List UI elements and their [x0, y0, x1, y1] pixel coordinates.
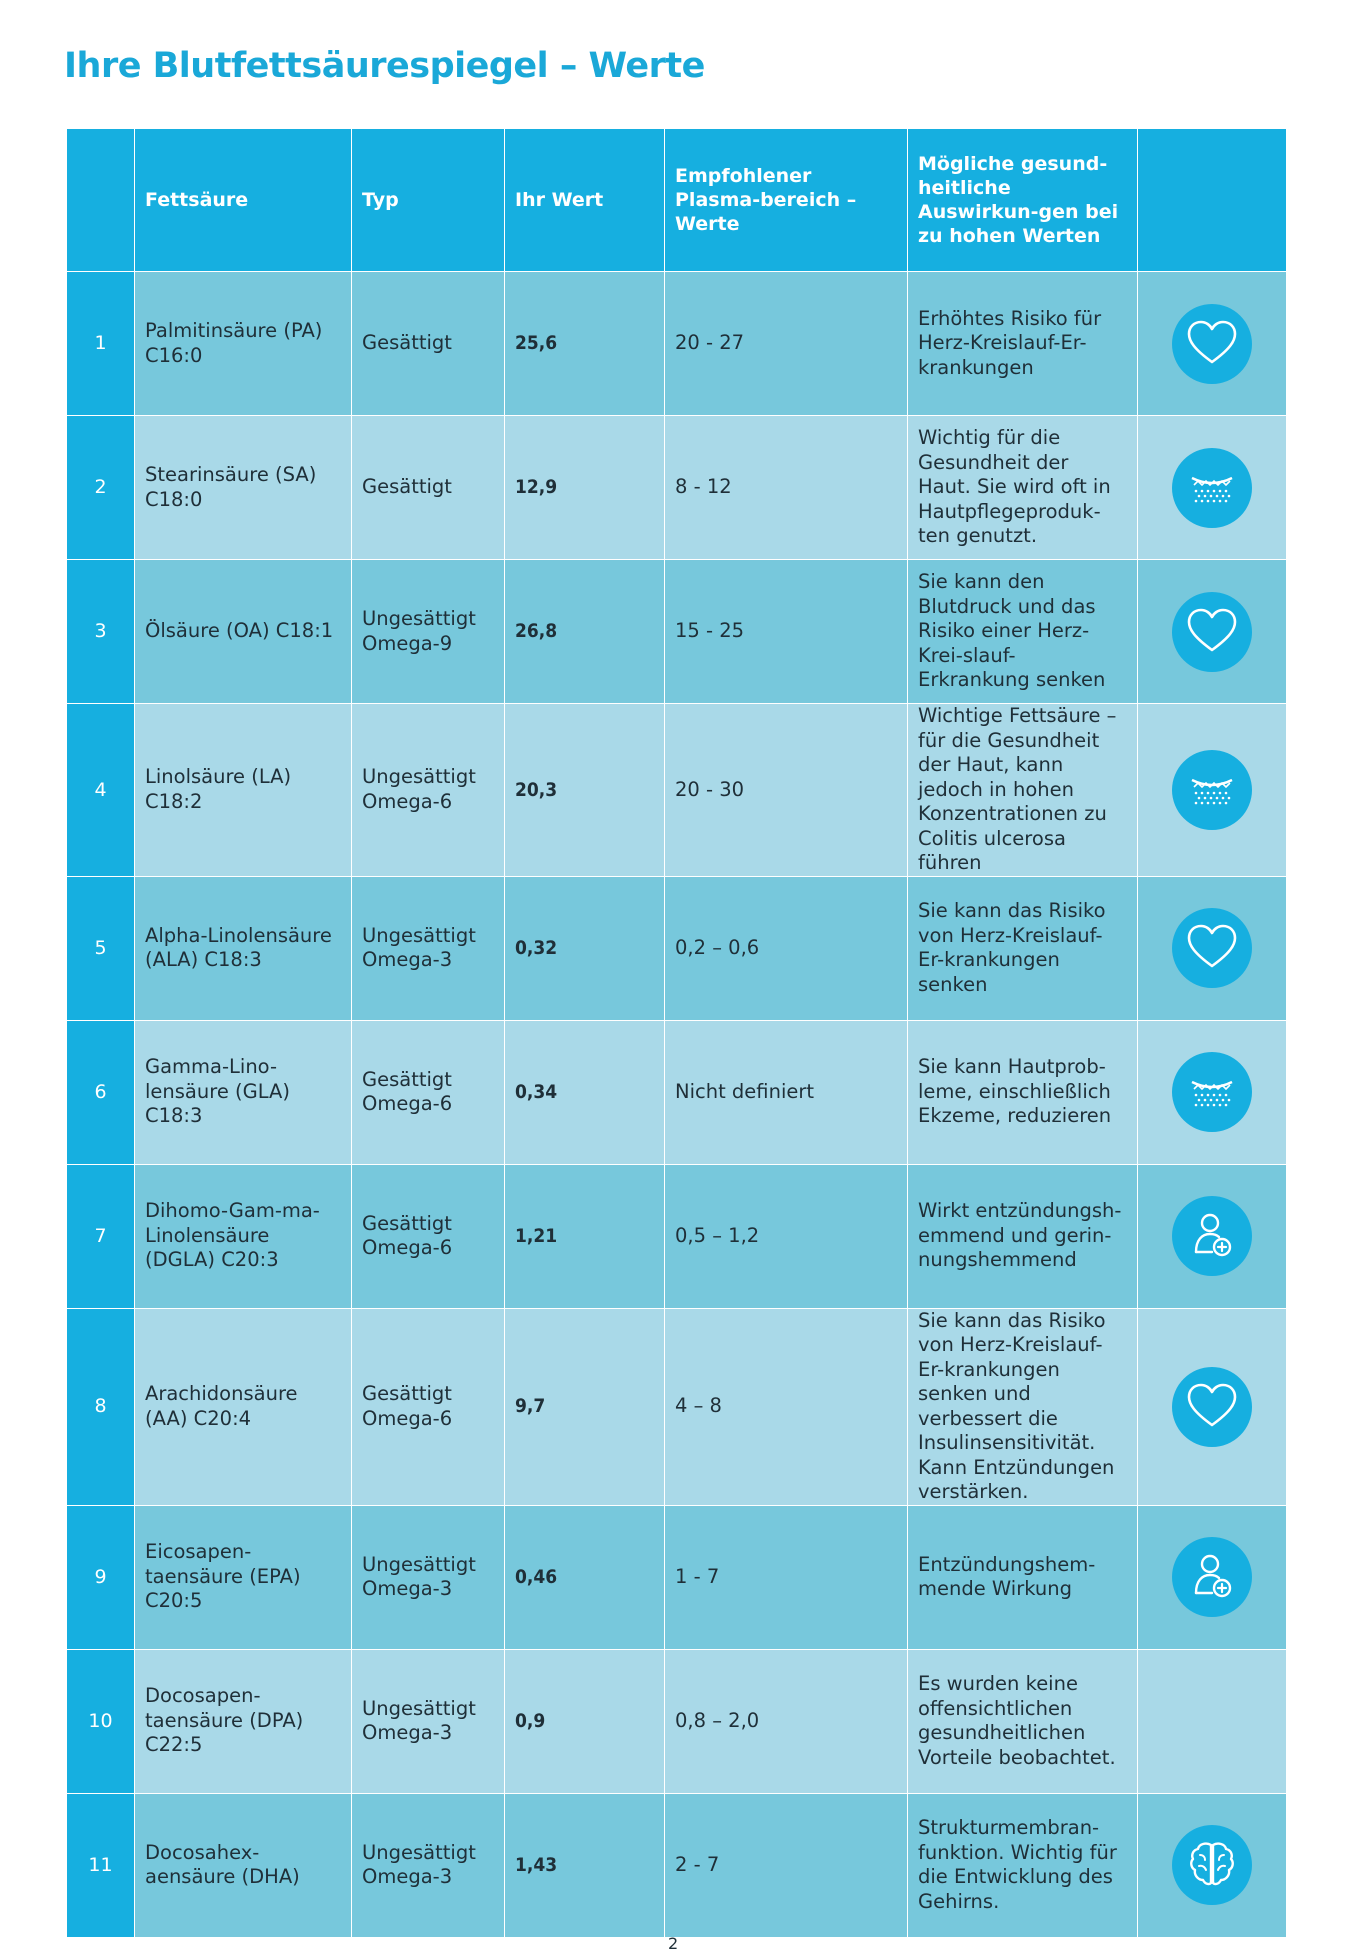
heart-icon — [1172, 1367, 1252, 1447]
row-number: 5 — [67, 876, 135, 1020]
header-icon — [1138, 129, 1287, 272]
measured-value: 9,7 — [505, 1308, 665, 1505]
heart-icon — [1172, 592, 1252, 672]
fatty-acid-type: Ungesättigt Omega-6 — [352, 704, 505, 877]
measured-value: 20,3 — [505, 704, 665, 877]
row-number: 2 — [67, 416, 135, 560]
row-number: 4 — [67, 704, 135, 877]
measured-value: 0,9 — [505, 1649, 665, 1793]
fatty-acid-name: Arachidonsäure (AA) C20:4 — [135, 1308, 352, 1505]
table-row — [67, 1020, 1287, 1164]
health-effect: Sie kann das Risiko von Herz-Kreislauf-Er-krankungen senken — [908, 876, 1138, 1020]
fatty-acid-type: Ungesättigt Omega-3 — [352, 1793, 505, 1937]
fatty-acid-type: Ungesättigt Omega-9 — [352, 560, 505, 704]
recommended-range: 20 - 30 — [665, 704, 908, 877]
row-number: 11 — [67, 1793, 135, 1937]
person-plus-icon — [1172, 1537, 1252, 1617]
fatty-acid-name: Palmitinsäure (PA) C16:0 — [135, 272, 352, 416]
fatty-acid-type: Gesättigt — [352, 272, 505, 416]
icon-cell — [1138, 272, 1287, 416]
table-row — [67, 876, 1287, 1020]
row-number: 9 — [67, 1505, 135, 1649]
fatty-acid-name: Ölsäure (OA) C18:1 — [135, 560, 352, 704]
row-number: 6 — [67, 1020, 135, 1164]
recommended-range: 2 - 7 — [665, 1793, 908, 1937]
icon-cell — [1138, 1505, 1287, 1649]
fatty-acid-name: Docosahex-aensäure (DHA) — [135, 1793, 352, 1937]
row-number: 8 — [67, 1308, 135, 1505]
table-row — [67, 1793, 1287, 1937]
fatty-acid-name: Gamma-Lino-lensäure (GLA) C18:3 — [135, 1020, 352, 1164]
fatty-acid-name: Docosapen-taensäure (DPA) C22:5 — [135, 1649, 352, 1793]
icon-cell — [1138, 416, 1287, 560]
table-row — [67, 560, 1287, 704]
measured-value: 0,34 — [505, 1020, 665, 1164]
recommended-range: 0,8 – 2,0 — [665, 1649, 908, 1793]
table-row — [67, 704, 1287, 877]
icon-cell — [1138, 876, 1287, 1020]
fatty-acid-type: Gesättigt Omega-6 — [352, 1164, 505, 1308]
health-effect: Strukturmembran-funktion. Wichtig für die Entwicklung des Gehirns. — [908, 1793, 1138, 1937]
health-effect: Wirkt entzündungsh-emmend und gerin-nungshemmend — [908, 1164, 1138, 1308]
fatty-acid-name: Alpha-Linolensäure (ALA) C18:3 — [135, 876, 352, 1020]
skin-icon — [1172, 1052, 1252, 1132]
row-number: 7 — [67, 1164, 135, 1308]
measured-value: 26,8 — [505, 560, 665, 704]
recommended-range: 20 - 27 — [665, 272, 908, 416]
health-effect: Sie kann den Blutdruck und das Risiko einer Herz-Krei-slauf-Erkrankung senken — [908, 560, 1138, 704]
brain-icon — [1172, 1825, 1252, 1905]
fatty-acid-name: Linolsäure (LA) C18:2 — [135, 704, 352, 877]
recommended-range: Nicht definiert — [665, 1020, 908, 1164]
recommended-range: 8 - 12 — [665, 416, 908, 560]
icon-cell — [1138, 560, 1287, 704]
health-effect: Wichtige Fettsäure – für die Gesundheit der Haut, kann jedoch in hohen Konzentrationen zu Colitis ulcerosa führen — [908, 704, 1138, 877]
header-number — [67, 129, 135, 272]
health-effect: Sie kann Hautprob-leme, einschließlich Ekzeme, reduzieren — [908, 1020, 1138, 1164]
measured-value: 0,46 — [505, 1505, 665, 1649]
recommended-range: 15 - 25 — [665, 560, 908, 704]
fatty-acid-type: Gesättigt Omega-6 — [352, 1020, 505, 1164]
icon-cell — [1138, 1020, 1287, 1164]
heart-icon — [1172, 908, 1252, 988]
fatty-acid-type: Gesättigt — [352, 416, 505, 560]
table-row — [67, 1308, 1287, 1505]
header-recommended-range: Empfohlener Plasma-bereich – Werte — [665, 129, 908, 272]
health-effect: Sie kann das Risiko von Herz-Kreislauf-Er-krankungen senken und verbessert die Insulinsensitivität. Kann Entzündungen verstärken. — [908, 1308, 1138, 1505]
icon-cell — [1138, 704, 1287, 877]
measured-value: 25,6 — [505, 272, 665, 416]
table-row — [67, 1649, 1287, 1793]
skin-icon — [1172, 750, 1252, 830]
fatty-acid-name: Stearinsäure (SA) C18:0 — [135, 416, 352, 560]
person-plus-icon — [1172, 1196, 1252, 1276]
measured-value: 1,21 — [505, 1164, 665, 1308]
header-your-value: Ihr Wert — [505, 129, 665, 272]
fatty-acid-type: Ungesättigt Omega-3 — [352, 1649, 505, 1793]
header-row — [67, 129, 1287, 272]
heart-icon — [1172, 304, 1252, 384]
icon-cell — [1138, 1164, 1287, 1308]
health-effect: Es wurden keine offensichtlichen gesundheitlichen Vorteile beobachtet. — [908, 1649, 1138, 1793]
fatty-acid-type: Gesättigt Omega-6 — [352, 1308, 505, 1505]
recommended-range: 0,5 – 1,2 — [665, 1164, 908, 1308]
health-effect: Wichtig für die Gesundheit der Haut. Sie wird oft in Hautpflegeproduk-ten genutzt. — [908, 416, 1138, 560]
header-fatty-acid: Fettsäure — [135, 129, 352, 272]
fatty-acid-type: Ungesättigt Omega-3 — [352, 1505, 505, 1649]
measured-value: 12,9 — [505, 416, 665, 560]
fatty-acid-name: Eicosapen-taensäure (EPA) C20:5 — [135, 1505, 352, 1649]
health-effect: Entzündungshem-mende Wirkung — [908, 1505, 1138, 1649]
row-number: 10 — [67, 1649, 135, 1793]
table-row — [67, 272, 1287, 416]
table-row — [67, 1164, 1287, 1308]
row-number: 1 — [67, 272, 135, 416]
table-row — [67, 1505, 1287, 1649]
measured-value: 1,43 — [505, 1793, 665, 1937]
header-health-effects: Mögliche gesund-heitliche Auswirkun-gen bei zu hohen Werten — [908, 129, 1138, 272]
fatty-acid-type: Ungesättigt Omega-3 — [352, 876, 505, 1020]
page-title: Ihre Blutfettsäurespiegel – Werte — [64, 46, 705, 86]
fatty-acid-table — [66, 128, 1287, 1938]
health-effect: Erhöhtes Risiko für Herz-Kreislauf-Er-krankungen — [908, 272, 1138, 416]
table-row — [67, 416, 1287, 560]
recommended-range: 1 - 7 — [665, 1505, 908, 1649]
icon-cell — [1138, 1308, 1287, 1505]
icon-cell — [1138, 1793, 1287, 1937]
page-number: 2 — [668, 1934, 679, 1953]
skin-icon — [1172, 448, 1252, 528]
table-header — [67, 129, 1287, 272]
table-body — [67, 272, 1287, 1938]
fatty-acid-name: Dihomo-Gam-ma-Linolensäure (DGLA) C20:3 — [135, 1164, 352, 1308]
header-type: Typ — [352, 129, 505, 272]
measured-value: 0,32 — [505, 876, 665, 1020]
row-number: 3 — [67, 560, 135, 704]
icon-cell — [1138, 1649, 1287, 1793]
recommended-range: 0,2 – 0,6 — [665, 876, 908, 1020]
recommended-range: 4 – 8 — [665, 1308, 908, 1505]
